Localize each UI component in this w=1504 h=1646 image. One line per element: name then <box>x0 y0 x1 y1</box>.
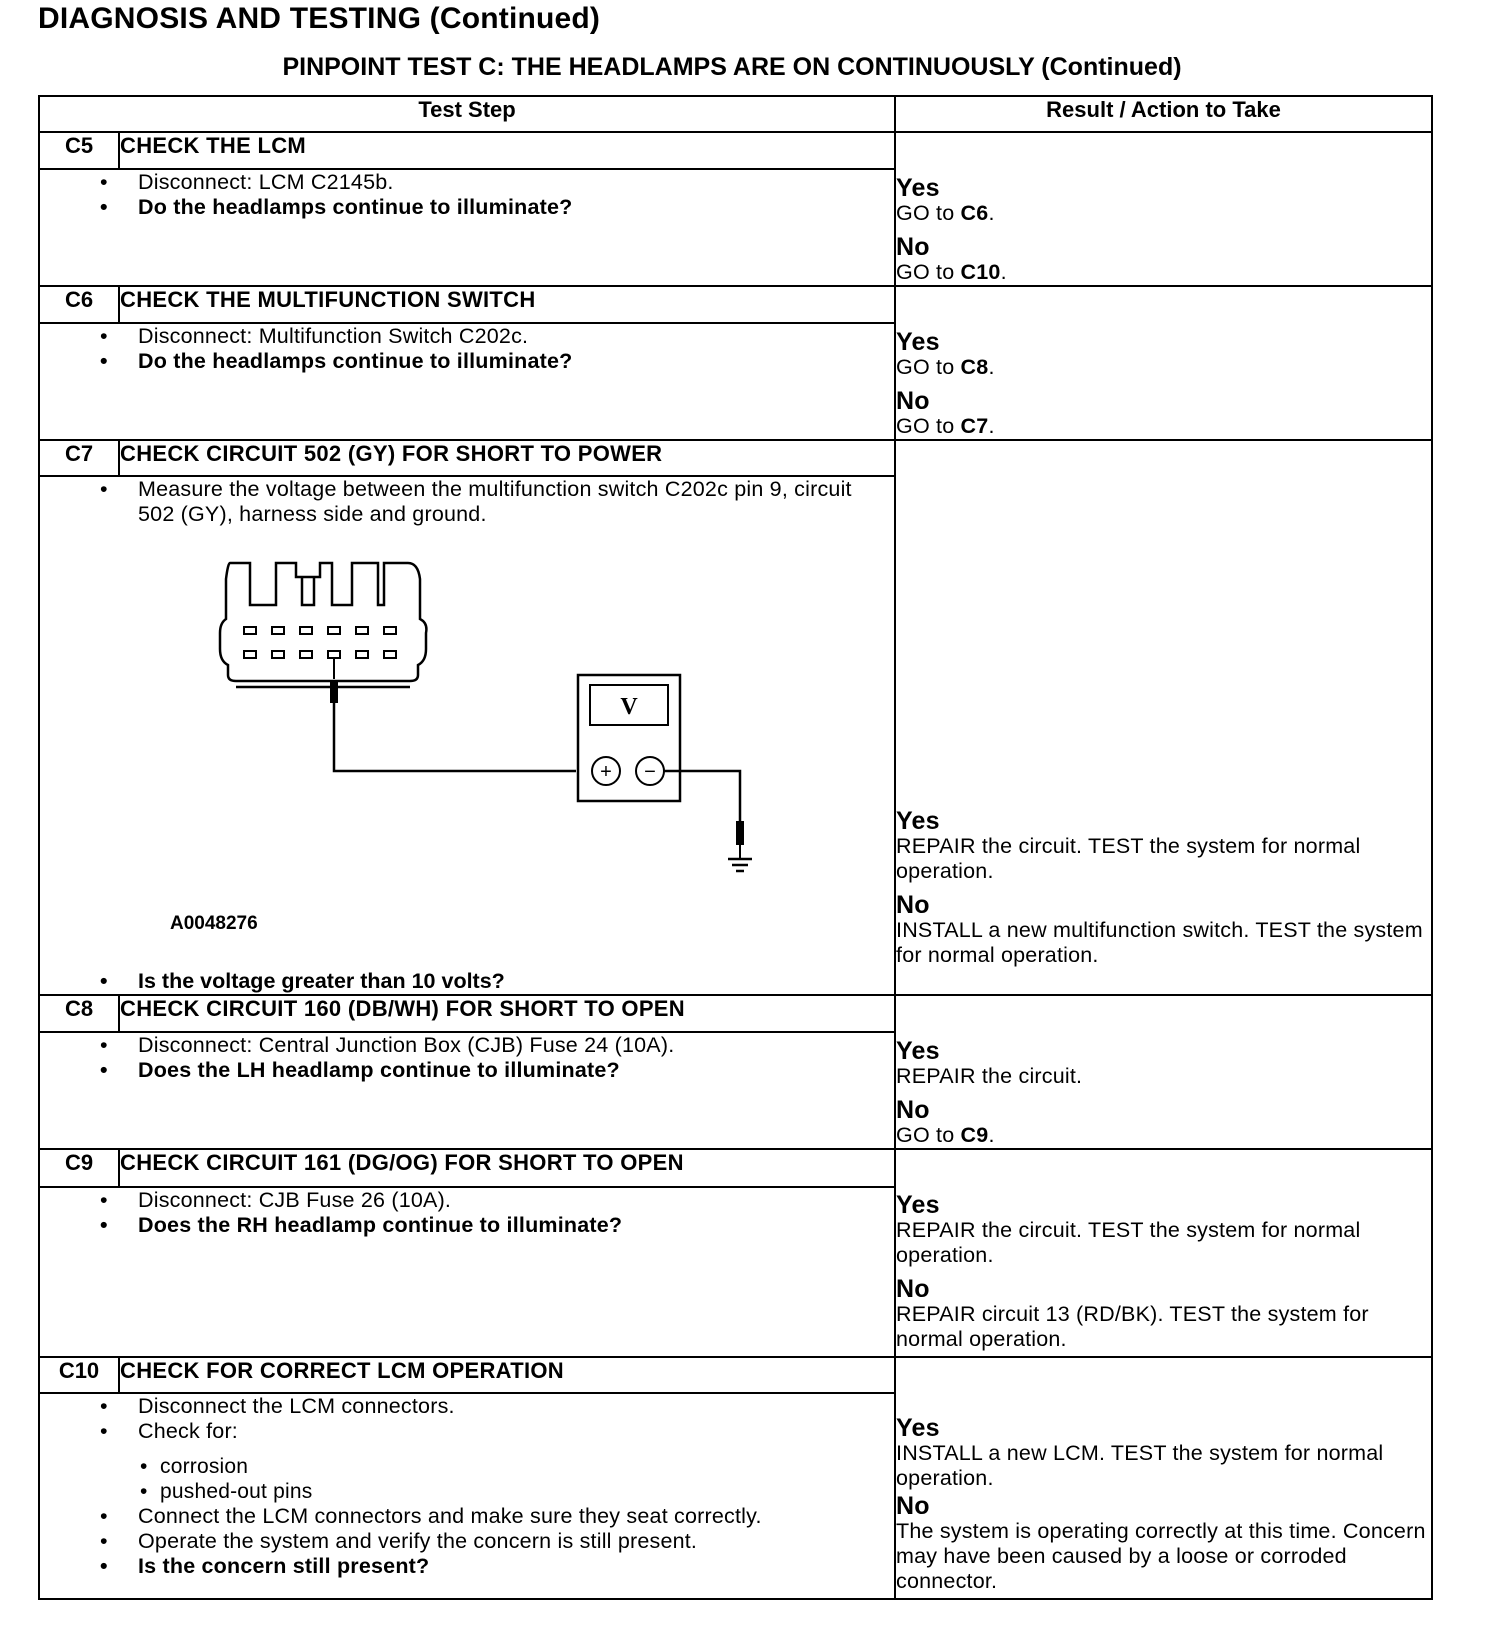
step-title: CHECK CIRCUIT 160 (DB/WH) FOR SHORT TO OPEN <box>119 995 895 1032</box>
step-id: C10 <box>39 1357 119 1393</box>
bullet-item: • Measure the voltage between the multifunction switch C202c pin 9, circuit 502 (GY), harness side and ground. <box>138 477 894 527</box>
step-title: CHECK THE LCM <box>119 132 895 169</box>
step-c7-body <box>39 476 895 995</box>
bullet-item: • Disconnect the LCM connectors. <box>138 1394 894 1419</box>
yes-label: Yes <box>896 807 940 835</box>
no-label: No <box>896 1492 930 1520</box>
connector-voltage-diagram <box>40 527 894 969</box>
step-id: C6 <box>39 286 119 323</box>
step-c5-bullets <box>40 170 894 220</box>
voltmeter <box>578 675 680 801</box>
step-ref: C10 <box>960 260 1001 284</box>
step-title: CHECK CIRCUIT 502 (GY) FOR SHORT TO POWER <box>119 440 895 476</box>
bullet-item: • Disconnect: Central Junction Box (CJB) Fuse 24 (10A). <box>138 1033 894 1058</box>
bullet-item: • Operate the system and verify the concern is still present. <box>138 1529 894 1554</box>
step-c9-body <box>39 1187 895 1357</box>
bullet-item: • Disconnect: LCM C2145b. <box>138 170 894 195</box>
step-c10-result <box>895 1357 1432 1599</box>
pinpoint-test-title <box>0 53 1504 82</box>
step-c6-body <box>39 323 895 440</box>
connector-pins <box>244 627 396 658</box>
yes-action: INSTALL a new LCM. TEST the system for normal operation. <box>896 1441 1384 1490</box>
question-item: • Is the voltage greater than 10 volts? <box>40 969 894 994</box>
no-label: No <box>896 233 930 261</box>
no-label: No <box>896 891 930 919</box>
yes-label: Yes <box>896 1037 940 1065</box>
meter-label: V <box>620 694 638 720</box>
question-item: • Is the concern still present? <box>138 1554 894 1579</box>
minus-terminal-icon: − <box>644 761 656 783</box>
column-header-test-step: Test Step <box>39 96 895 132</box>
sub-bullet-item: • corrosion <box>138 1454 894 1479</box>
step-c6-result <box>895 286 1432 440</box>
step-c6-bullets <box>40 324 894 374</box>
bullet-item: • Check for: <box>138 1419 894 1444</box>
step-ref: C7 <box>960 414 989 438</box>
yes-label: Yes <box>896 174 940 202</box>
step-c8-bullets <box>40 1033 894 1083</box>
no-action: GO to C10. <box>896 260 1007 284</box>
no-action: REPAIR circuit 13 (RD/BK). TEST the system for normal operation. <box>896 1302 1369 1351</box>
step-c9-result <box>895 1149 1432 1357</box>
step-c7-title-row <box>39 440 1432 476</box>
bullet-item: • Disconnect: CJB Fuse 26 (10A). <box>138 1188 894 1213</box>
step-c7-bullets <box>40 477 894 527</box>
step-title: CHECK CIRCUIT 161 (DG/OG) FOR SHORT TO OPEN <box>119 1149 895 1187</box>
step-id: C8 <box>39 995 119 1032</box>
page-title: DIAGNOSIS AND TESTING (Continued) <box>38 2 601 35</box>
bullet-item: • Connect the LCM connectors and make sure they seat correctly. <box>138 1504 894 1529</box>
wiring-diagram <box>190 553 790 893</box>
question-item: • Do the headlamps continue to illuminate? <box>138 195 894 220</box>
no-action: GO to C9. <box>896 1123 995 1147</box>
step-c9-bullets <box>40 1188 894 1238</box>
no-label: No <box>896 387 930 415</box>
no-action: GO to C7. <box>896 414 995 438</box>
step-ref: C8 <box>960 355 989 379</box>
step-c10-title-row <box>39 1357 1432 1393</box>
step-title: CHECK THE MULTIFUNCTION SWITCH <box>119 286 895 323</box>
step-ref: C6 <box>960 201 989 225</box>
step-c10-bullets <box>40 1394 894 1579</box>
step-c5-title-row <box>39 132 1432 169</box>
connector-outline <box>220 563 426 687</box>
step-c8-result <box>895 995 1432 1149</box>
no-label: No <box>896 1096 930 1124</box>
no-action: INSTALL a new multifunction switch. TEST the system for normal operation. <box>896 918 1423 967</box>
yes-action: REPAIR the circuit. TEST the system for normal operation. <box>896 834 1361 883</box>
positive-test-lead <box>330 658 576 771</box>
yes-action: GO to C6. <box>896 201 995 225</box>
yes-action: REPAIR the circuit. <box>896 1064 1083 1088</box>
question-item: • Does the RH headlamp continue to illuminate? <box>138 1213 894 1238</box>
yes-label: Yes <box>896 1414 940 1442</box>
step-c7-result <box>895 440 1432 995</box>
yes-label: Yes <box>896 328 940 356</box>
step-id: C9 <box>39 1149 119 1187</box>
step-id: C5 <box>39 132 119 169</box>
pinpoint-test-table <box>38 95 1433 1600</box>
figure-id: A0048276 <box>170 913 258 934</box>
step-c9-title-row <box>39 1149 1432 1187</box>
yes-action: REPAIR the circuit. TEST the system for normal operation. <box>896 1218 1361 1267</box>
question-item: • Do the headlamps continue to illuminate? <box>138 349 894 374</box>
step-id: C7 <box>39 440 119 476</box>
no-label: No <box>896 1275 930 1303</box>
plus-terminal-icon: + <box>600 761 612 783</box>
question-item: • Does the LH headlamp continue to illuminate? <box>138 1058 894 1083</box>
ground-icon <box>728 859 752 871</box>
table-header-row <box>39 96 1432 132</box>
pinpoint-test-title-text: PINPOINT TEST C: THE HEADLAMPS ARE ON CONTINUOUSLY (Continued) <box>282 53 1182 81</box>
step-title: CHECK FOR CORRECT LCM OPERATION <box>119 1357 895 1393</box>
column-header-result: Result / Action to Take <box>895 96 1432 132</box>
sub-bullet-item: • pushed-out pins <box>138 1479 894 1504</box>
bullet-item: • Disconnect: Multifunction Switch C202c. <box>138 324 894 349</box>
step-c8-title-row <box>39 995 1432 1032</box>
step-c6-title-row <box>39 286 1432 323</box>
yes-label: Yes <box>896 1191 940 1219</box>
step-c5-body <box>39 169 895 286</box>
step-c10-body <box>39 1393 895 1599</box>
step-c8-body <box>39 1032 895 1149</box>
no-action: The system is operating correctly at this time. Concern may have been caused by a loose or corroded connector. <box>896 1519 1426 1593</box>
step-ref: C9 <box>960 1123 989 1147</box>
yes-action: GO to C8. <box>896 355 995 379</box>
step-c5-result <box>895 132 1432 286</box>
